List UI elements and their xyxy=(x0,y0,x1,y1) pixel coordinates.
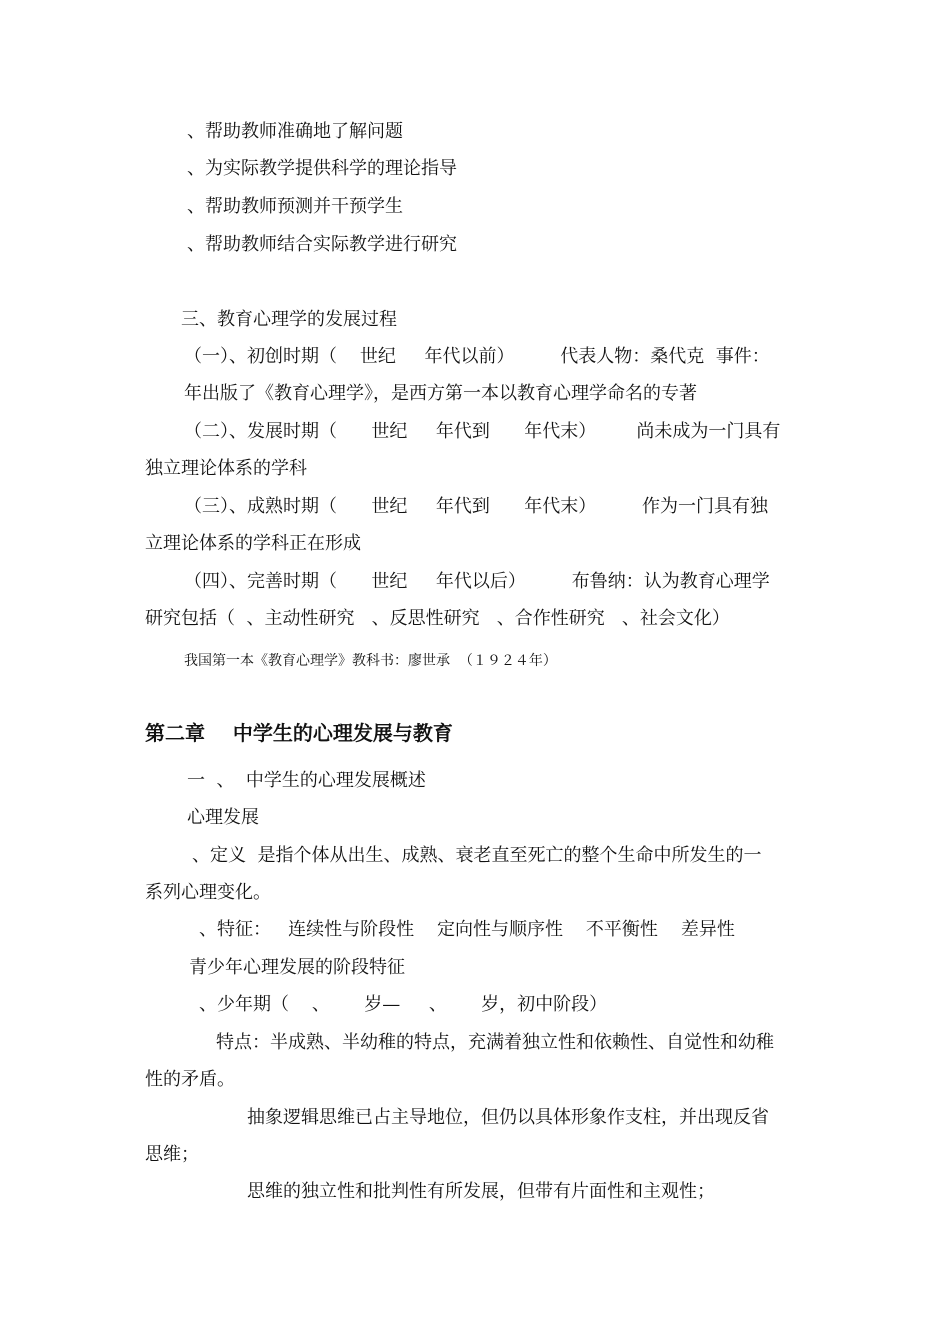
paragraph-line: 特点：半成熟、半幼稚的特点，充满着独立性和依赖性、自觉性和幼稚 xyxy=(216,1032,774,1053)
paragraph-line: 年出版了《教育心理学》，是西方第一本以教育心理学命名的专著 xyxy=(184,383,697,404)
subsection-heading: 青少年心理发展的阶段特征 xyxy=(189,957,405,978)
paragraph-line: 研究包括（ 、主动性研究 、反思性研究 、合作性研究 、社会文化） xyxy=(145,608,730,629)
paragraph-line: （三）、成熟时期（ 世纪 年代到 年代末） 作为一门具有独 xyxy=(184,496,769,517)
paragraph-line: （四）、完善时期（ 世纪 年代以后） 布鲁纳：认为教育心理学 xyxy=(184,571,770,592)
paragraph-line: 系列心理变化。 xyxy=(145,882,271,903)
paragraph-line: 立理论体系的学科正在形成 xyxy=(145,533,361,554)
subsection-heading: 心理发展 xyxy=(187,807,259,828)
paragraph-line: 、定义 是指个体从出生、成熟、衰老直至死亡的整个生命中所发生的一 xyxy=(192,845,762,866)
note-line: 我国第一本《教育心理学》教科书：廖世承 （１９２４年） xyxy=(184,653,557,669)
paragraph-line: 、少年期（ 、 岁— 、 岁，初中阶段） xyxy=(199,994,608,1015)
paragraph-line: 、特征： 连续性与阶段性 定向性与顺序性 不平衡性 差异性 xyxy=(199,919,735,940)
paragraph-line: 性的矛盾。 xyxy=(145,1069,235,1090)
section-heading: 三、教育心理学的发展过程 xyxy=(181,309,397,330)
paragraph-line: 独立理论体系的学科 xyxy=(145,458,307,479)
paragraph-line: （一）、初创时期（ 世纪 年代以前） 代表人物：桑代克 事件： xyxy=(184,346,770,367)
list-item: 、帮助教师结合实际教学进行研究 xyxy=(187,234,457,255)
subsection-heading: 一 、 中学生的心理发展概述 xyxy=(187,770,426,791)
paragraph-line: 思维； xyxy=(145,1144,199,1165)
list-item: 、帮助教师准确地了解问题 xyxy=(187,121,403,142)
chapter-title: 第二章 中学生的心理发展与教育 xyxy=(145,721,453,745)
list-item: 、为实际教学提供科学的理论指导 xyxy=(187,158,457,179)
paragraph-line: 思维的独立性和批判性有所发展，但带有片面性和主观性； xyxy=(247,1181,715,1202)
paragraph-line: （二）、发展时期（ 世纪 年代到 年代末） 尚未成为一门具有 xyxy=(184,421,781,442)
list-item: 、帮助教师预测并干预学生 xyxy=(187,196,403,217)
paragraph-line: 抽象逻辑思维已占主导地位，但仍以具体形象作支柱，并出现反省 xyxy=(247,1107,769,1128)
